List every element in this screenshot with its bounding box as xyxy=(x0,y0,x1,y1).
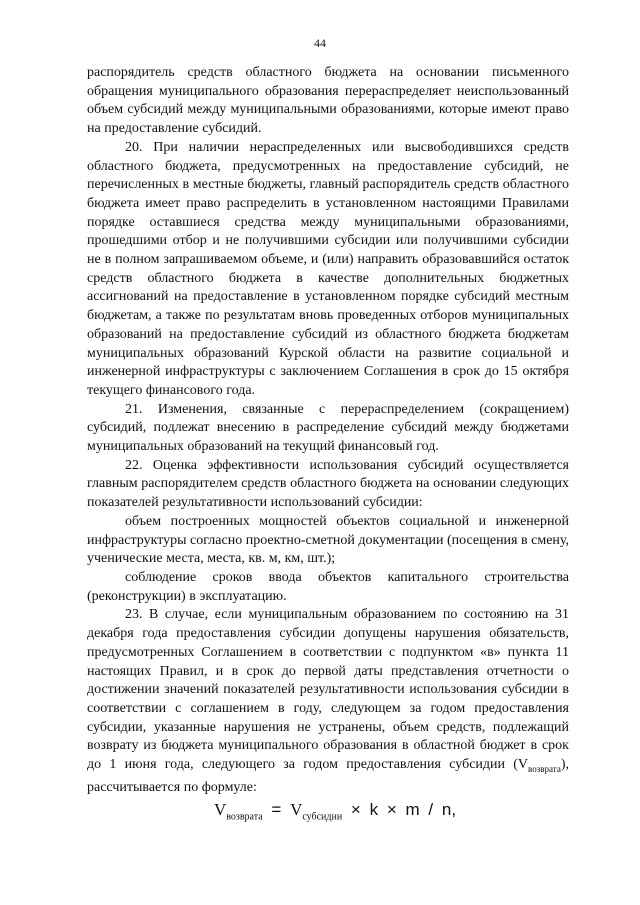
formula-equals: = xyxy=(271,800,282,819)
indicator-deadlines: соблюдение сроков ввода объектов капитального строительства (реконструкции) в эксплуатацию. xyxy=(87,569,569,604)
formula-rhs-sub: субсидии xyxy=(302,811,343,823)
formula-times-1: × xyxy=(350,800,361,819)
paragraph-23-tail: ), рассчитывается по формуле: xyxy=(87,757,569,795)
paragraph-23-text: 23. В случае, если муниципальным образованием по состоянию на 31 декабря года предоставления субсидии допущены нарушения обязательств, предусмотренных Соглашением в соответствии с подпунктом «в» пункта 11 настоящих Правил, и в срок до первой даты представления отчетности о достижении значений показателей результативности использования субсидии в соответствии с соглашением в году, следующем за годом предоставления субсидии, указанные нарушения не устранены, объем средств, подлежащий возврату из бюджета муниципального образования в областной бюджет в срок до 1 июня года, следующего за годом предоставления субсидии (V xyxy=(87,607,569,773)
paragraph-23-subscript: возврата xyxy=(528,763,561,774)
formula-times-2: × xyxy=(386,800,397,819)
paragraph-continuation: распорядитель средств областного бюджета на основании письменного обращения муниципального образования перераспределяет неиспользованный объем субсидий между муниципальными образованиями, которые имеют право на предоставление субсидий. xyxy=(87,65,569,137)
paragraph-20: 20. При наличии нераспределенных или высвободившихся средств областного бюджета, предусмотренных на предоставление субсидий, не перечисленных в местные бюджеты, главный распорядитель средств областного бюджета имеет право распределить в установленном настоящими Правилами порядке оставшиеся средства между муниципальными образованиями, прошедшими отбор и не получившими субсидии или получившими субсидии не в полном запрашиваемом объеме, и (или) направить образовавшийся остаток средств областного бюджета в качестве дополнительных бюджетных ассигнований на предоставление в установленном порядке субсидий местным бюджетам, а также по результатам вновь проведенных отборов муниципальных образований на предоставление субсидий из областного бюджета бюджетам муниципальных образований Курской области на развитие социальной и инженерной инфраструктуры с заключением Соглашения в срок до 15 октября текущего финансового года. xyxy=(87,139,569,398)
document-body xyxy=(87,64,569,797)
page-number: 44 xyxy=(314,36,326,50)
paragraph-23 xyxy=(87,606,569,797)
formula-m: m xyxy=(405,800,420,819)
formula-slash: / xyxy=(428,800,434,819)
paragraph-22: 22. Оценка эффективности использования субсидий осуществляется главным распорядителем средств областного бюджета на основании следующих показателей результативности использований субсидии: xyxy=(87,457,569,511)
indicator-capacity: объем построенных мощностей объектов социальной и инженерной инфраструктуры согласно проектно-сметной документации (посещения в смену, ученические места, места, кв. м, км, шт.); xyxy=(87,513,569,567)
formula-n: n, xyxy=(441,800,457,819)
formula-k: k xyxy=(369,800,379,819)
formula-rhs-var: V xyxy=(290,800,303,819)
return-formula xyxy=(0,800,640,822)
formula-lhs-var: V xyxy=(213,800,227,819)
formula-lhs-sub: возврата xyxy=(226,811,263,823)
paragraph-21: 21. Изменения, связанные с перераспределением (сокращением) субсидий, подлежат внесению в распределение субсидий между бюджетами муниципальных образований на текущий финансовый год. xyxy=(87,401,569,455)
